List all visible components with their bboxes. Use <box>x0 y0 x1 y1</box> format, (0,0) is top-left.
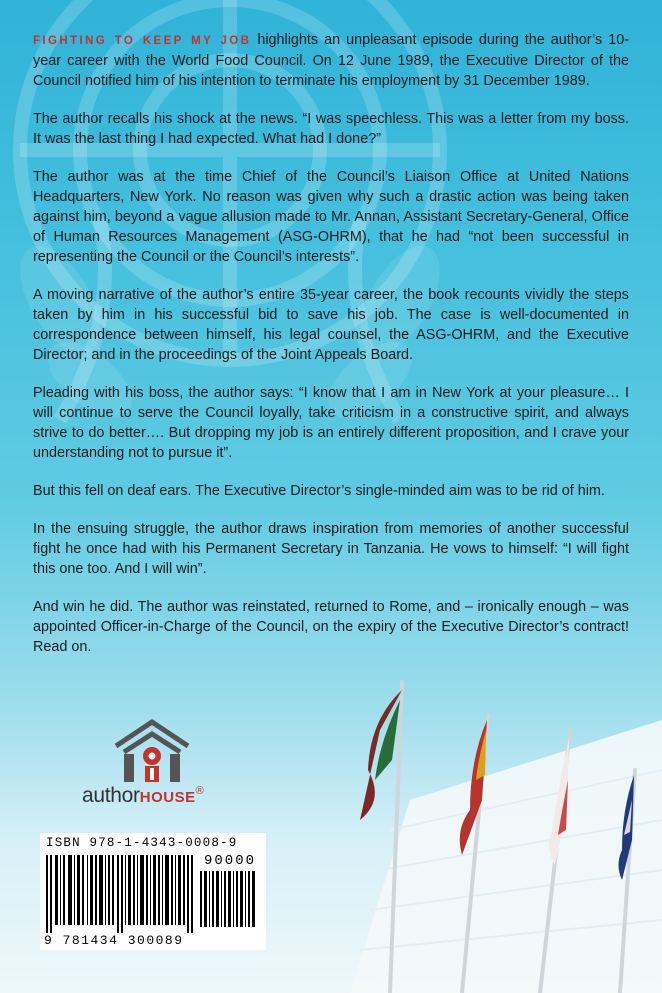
publisher-logo <box>82 716 232 816</box>
blurb-paragraph-3: The author was at the time Chief of the Council’s Liaison Office at United Nations Headquarters, New York. No reason was given why such a drastic action was being taken against him, beyond a vague allusion made to Mr. Annan, Assistant Secretary-General, Office of Human Resources Management (ASG-OHRM), that he had “not been successful in representing the Council or the Council’s interests”. <box>33 169 629 265</box>
publisher-name-house: HOUSE <box>139 789 196 806</box>
isbn-barcode <box>40 833 266 950</box>
flags-photo <box>330 660 662 993</box>
isbn-text: ISBN 978-1-4343-0008-9 <box>46 836 238 850</box>
price-addon-bars <box>200 871 258 927</box>
blurb-paragraph-4: A moving narrative of the author’s entire 35-year career, the book recounts vividly the steps taken by him in his successful bid to save his job. The case is well-documented in correspondence between himself, his legal counsel, the ASG-OHRM, and the Executive Director; and in the proceedings of the Joint Appeals Board. <box>33 287 629 363</box>
book-title-inline: FIGHTING TO KEEP MY JOB <box>33 35 252 47</box>
blurb-paragraph-7: In the ensuing struggle, the author draws inspiration from memories of another successful fight he once had with his Permanent Secretary in Tanzania. He vows to himself: “I will fight this one too. And I will win”. <box>33 521 629 577</box>
house-logo-icon <box>110 716 194 784</box>
ean-digits: 9 781434 300089 <box>44 933 184 948</box>
blurb-paragraph-8: And win he did. The author was reinstated, returned to Rome, and – ironically enough – was appointed Officer-in-Charge of the Council, on the expiry of the Executive Director’s contract! Read on. <box>33 599 629 655</box>
publisher-name <box>82 784 252 808</box>
back-cover-blurb <box>33 30 629 675</box>
ean-barcode-bars <box>46 855 196 933</box>
blurb-paragraph-5: Pleading with his boss, the author says: “I know that I am in New York at your pleasure… I will continue to serve the Council loyally, take criticism in a constructive spirit, and always strive to do better…. But dropping my job is an entirely different proposition, and I crave your understanding not to pursue it”. <box>33 385 629 461</box>
blurb-paragraph-1-text: highlights an unpleasant episode during the author’s 10-year career with the World Food Council. On 12 June 1989, the Executive Director of the Council notified him of his intention to terminate his employment by 31 December 1989. <box>33 32 629 89</box>
blurb-paragraph-1 <box>33 30 629 91</box>
blurb-paragraph-2: The author recalls his shock at the news. “I was speechless. This was a letter from my boss. It was the last thing I had expected. What had I done?” <box>33 111 629 147</box>
registered-mark: ® <box>195 785 204 797</box>
blurb-paragraph-6: But this fell on deaf ears. The Executive Director’s single-minded aim was to be rid of him. <box>33 483 605 499</box>
publisher-name-author: author <box>82 784 140 807</box>
price-code: 90000 <box>203 853 256 869</box>
